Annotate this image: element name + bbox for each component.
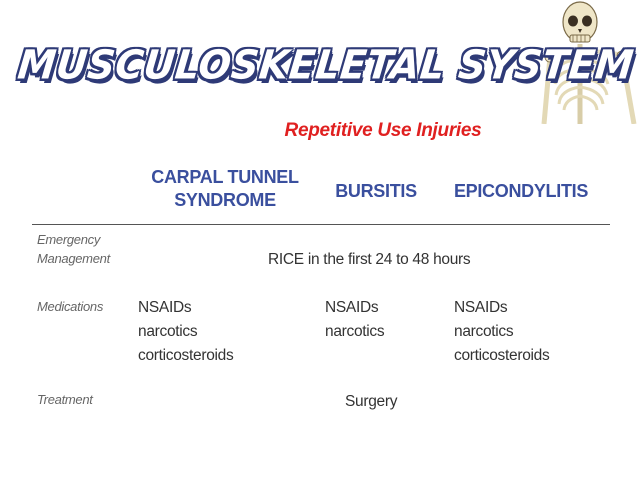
table-divider	[32, 224, 610, 225]
row-label-medications: Medications	[37, 299, 104, 314]
header-bursitis: BURSITIS	[335, 181, 417, 201]
medications-carpal: NSAIDs narcotics corticosteroids	[138, 299, 234, 364]
row-label-emergency: Emergency Management	[37, 232, 110, 266]
medications-bursitis: NSAIDs narcotics	[325, 299, 385, 340]
slide-title: MUSCULOSKELETAL SYSTEM	[15, 41, 637, 89]
slide-subtitle: Repetitive Use Injuries	[284, 120, 482, 141]
header-carpal-tunnel: CARPAL TUNNEL SYNDROME	[151, 167, 299, 210]
treatment-value: Surgery	[345, 393, 398, 410]
medications-epicondylitis: NSAIDs narcotics corticosteroids	[454, 299, 550, 364]
emergency-management-value: RICE in the first 24 to 48 hours	[268, 251, 471, 268]
header-epicondylitis: EPICONDYLITIS	[453, 181, 589, 201]
row-label-treatment: Treatment	[37, 392, 93, 407]
